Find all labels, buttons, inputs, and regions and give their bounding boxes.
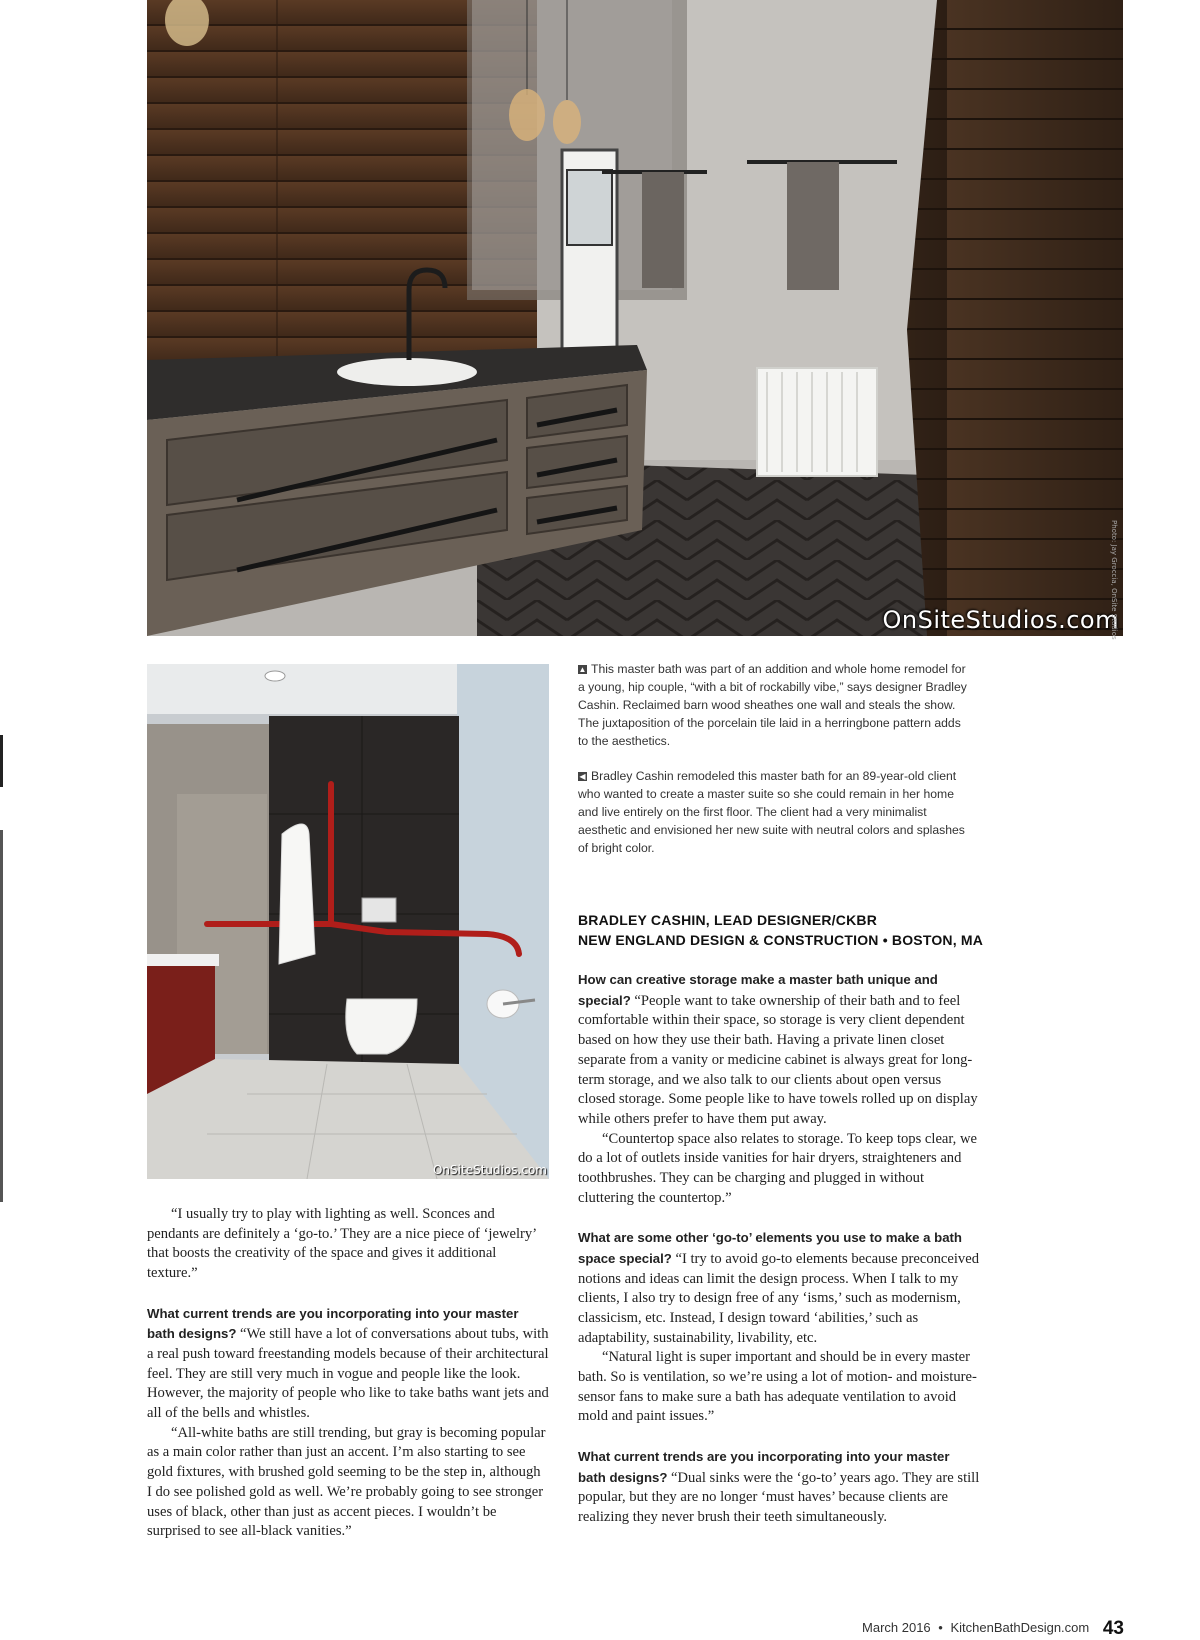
body-paragraph: “I usually try to play with lighting as well. Sconces and pendants are definitely a ‘go-to.’ They are a nice piece of ‘jewelry’ that boosts the creativity of the space and gives it additional texture.” <box>147 1206 536 1282</box>
answer: “Dual sinks were the ‘go-to’ years ago. They are still popular, but they are no longer ‘must haves’ because clients are realizing they never brush their teeth simultaneously. <box>578 1469 980 1525</box>
body-paragraph: “Natural light is super important and should be in every master bath. So is ventilation, so we’re using a lot of motion- and moisture-sensor fans to make sure a bath has adequate ventilation to avoid mold and paint issues.” <box>578 1349 977 1425</box>
page-edge-mark <box>0 735 3 787</box>
arrow-up-icon: ▲ <box>578 665 587 674</box>
designer-name-line: BRADLEY CASHIN, LEAD DESIGNER/CKBR <box>578 912 878 928</box>
question: What current trends are you incorporating into your master bath designs? <box>578 1448 950 1485</box>
arrow-left-icon: ◀ <box>579 772 586 781</box>
photo-watermark: OnSiteStudios.com <box>432 1163 547 1177</box>
issue-date: March 2016 <box>862 1620 931 1635</box>
qa-paragraph <box>147 1304 549 1424</box>
question: What current trends are you incorporating into your master bath designs? <box>147 1305 519 1342</box>
page-footer <box>862 1618 1124 1640</box>
body-paragraph: “All-white baths are still trending, but gray is becoming popular as a main color rather than just an accent. I’m also starting to see gold fixtures, with brushed gold seeming to be the step in, although I do see polished gold as well. We’re probably going to see stronger uses of black, other than just as accent pieces. I wouldn’t be surprised to see all-black vanities.” <box>147 1424 546 1540</box>
photo-credit: Photo: Jay Groccia, OnSite Studios <box>1110 520 1118 640</box>
master-bath-photo <box>147 0 1123 636</box>
photo-caption <box>578 767 970 857</box>
designer-heading <box>578 910 998 950</box>
master-bath-illustration <box>147 0 1123 636</box>
right-column <box>578 970 980 1528</box>
qa-paragraph <box>578 1447 980 1528</box>
qa-paragraph <box>578 1228 980 1348</box>
photo-watermark: OnSiteStudios.com <box>882 606 1119 634</box>
caption-text: This master bath was part of an addition and whole home remodel for a young, hip couple, “with a bit of rockabilly vibe,” says designer Bradley Cashin. Reclaimed barn wood sheathes one wall and steals the show. The juxtaposition of the porcelain tile laid in a herringbone pattern adds to the aesthetics. <box>578 662 967 748</box>
qa-paragraph <box>578 970 980 1130</box>
minimalist-bath-photo <box>147 664 549 1179</box>
answer: “We still have a lot of conversations about tubs, with a real push toward freestanding models because of their architectural feel. They are still very much in vogue and people like the look. However, the majority of people who like to take baths want jets and all of the bells and whistles. <box>147 1326 549 1422</box>
caption-text: Bradley Cashin remodeled this master bath for an 89-year-old client who wanted to create a master suite so she could remain in her home and live entirely on the first floor. The client had a very minimalist aesthetic and envisioned her new suite with neutral colors and splashes of bright color. <box>578 769 965 855</box>
minimalist-bath-illustration <box>147 664 549 1179</box>
body-paragraph: “Countertop space also relates to storage. To keep tops clear, we do a lot of outlets inside vanities for hair dryers, straighteners and toothbrushes. They can be charging and plugged in without cluttering the countertop.” <box>578 1130 977 1206</box>
answer: “People want to take ownership of their bath and to feel comfortable within their space, so storage is very client dependent based on how they use their bath. Having a private linen closet separate from a vanity or medicine cabinet is always great for long-term storage, and we also talk to our clients about open versus closed storage. Some people like to have towels rolled up on display while others prefer to have them put away. <box>578 992 978 1127</box>
designer-company-line: NEW ENGLAND DESIGN & CONSTRUCTION • BOSTON, MA <box>578 932 984 948</box>
footer-separator: • <box>938 1620 943 1635</box>
answer: “I try to avoid go-to elements because preconceived notions and ideas can limit the design process. When I talk to my clients, I also try to design free of any ‘isms,’ such as modernism, classicism, etc. Instead, I design toward ‘abilities,’ such as adaptability, sustainability, livability, etc. <box>578 1250 979 1346</box>
left-column <box>147 1205 549 1542</box>
page-edge-mark <box>0 830 3 1202</box>
question: What are some other ‘go-to’ elements you use to make a bath space special? <box>578 1230 962 1266</box>
question: How can creative storage make a master bath unique and special? <box>578 972 938 1008</box>
page-number: 43 <box>1102 1618 1124 1639</box>
footer-site: KitchenBathDesign.com <box>950 1620 1090 1635</box>
photo-caption <box>578 660 970 750</box>
